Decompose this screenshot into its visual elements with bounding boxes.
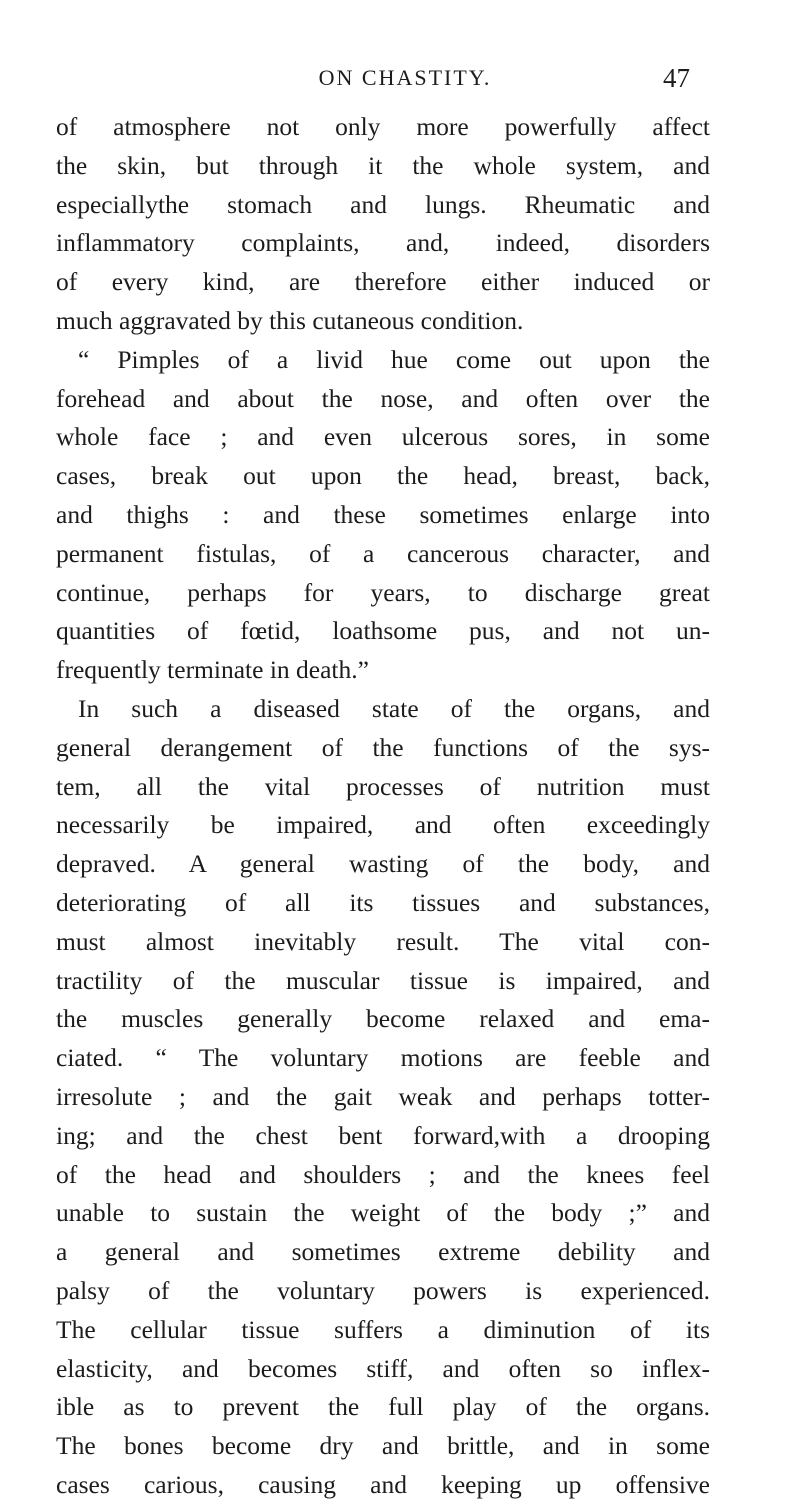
running-title: ON CHASTITY. xyxy=(318,65,492,90)
text-line: especiallythe stomach and lungs. Rheumatic and xyxy=(56,189,710,219)
page-number: 47 xyxy=(663,63,690,93)
text-line: necessarily be impaired, and often exceedingly xyxy=(56,810,710,840)
text-line: of every kind, are therefore either induced or xyxy=(56,267,710,297)
text-line: permanent fistulas, of a cancerous character, and xyxy=(56,538,710,568)
text-line: depraved. A general wasting of the body, and xyxy=(56,849,710,879)
text-line: a general and sometimes extreme debility and xyxy=(56,1237,710,1267)
text-line: the skin, but through it the whole system, and xyxy=(56,150,710,180)
text-line: In such a diseased state of the organs, and xyxy=(78,693,710,723)
text-line: ciated. “ The voluntary motions are feeble and xyxy=(56,1043,710,1073)
text-line: “ Pimples of a livid hue come out upon the xyxy=(78,344,710,374)
text-line: unable to sustain the weight of the body ;” and xyxy=(56,1198,710,1228)
running-head xyxy=(120,58,690,98)
text-line: The cellular tissue suffers a diminution of its xyxy=(56,1314,710,1344)
text-line: whole face ; and even ulcerous sores, in some xyxy=(56,422,710,452)
body-text xyxy=(56,108,710,1505)
text-line: and thighs : and these sometimes enlarge into xyxy=(56,499,710,529)
text-line: cases, break out upon the head, breast, back, xyxy=(56,461,710,491)
text-line: the muscles generally become relaxed and ema- xyxy=(56,1004,710,1034)
text-line: tractility of the muscular tissue is impaired, and xyxy=(56,965,710,995)
text-line: inflammatory complaints, and, indeed, disorders xyxy=(56,228,710,258)
text-line: must almost inevitably result. The vital con- xyxy=(56,926,710,956)
text-line: general derangement of the functions of the sys- xyxy=(56,732,710,762)
text-line: much aggravated by this cutaneous condition. xyxy=(56,305,524,335)
text-line: elasticity, and becomes stiff, and often so inflex- xyxy=(56,1353,710,1383)
text-line: tem, all the vital processes of nutrition must xyxy=(56,771,710,801)
text-line: frequently terminate in death.” xyxy=(56,655,369,685)
text-line: palsy of the voluntary powers is experienced. xyxy=(56,1275,710,1305)
text-line: ing; and the chest bent forward,with a drooping xyxy=(56,1120,710,1150)
text-line: cases carious, causing and keeping up offensive xyxy=(56,1469,710,1499)
text-line: quantities of fœtid, loathsome pus, and not un- xyxy=(56,616,710,646)
text-line: forehead and about the nose, and often over the xyxy=(56,383,710,413)
text-line: ible as to prevent the full play of the organs. xyxy=(56,1392,710,1422)
text-line: deteriorating of all its tissues and substances, xyxy=(56,887,710,917)
text-line: irresolute ; and the gait weak and perhaps totter- xyxy=(56,1081,710,1111)
text-line: of the head and shoulders ; and the knees feel xyxy=(56,1159,710,1189)
text-line: of atmosphere not only more powerfully affect xyxy=(56,112,710,141)
text-line: The bones become dry and brittle, and in some xyxy=(56,1431,710,1461)
text-line: continue, perhaps for years, to discharge great xyxy=(56,577,710,607)
